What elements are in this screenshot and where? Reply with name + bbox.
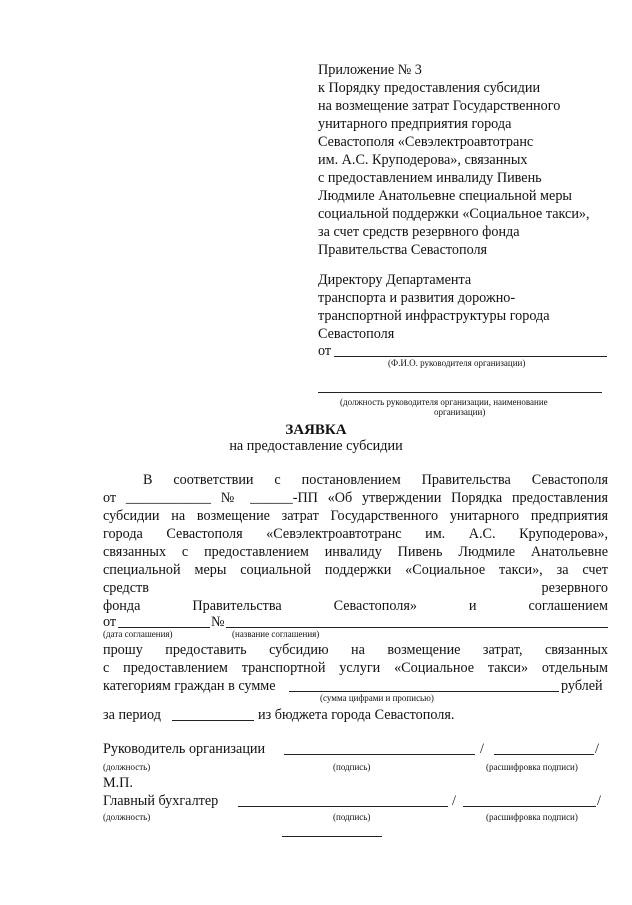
- accountant-position-caption: (должность): [103, 812, 151, 822]
- appendix-line: Правительства Севастополя: [318, 242, 488, 258]
- head-signature-caption: (подпись): [333, 762, 371, 772]
- appendix-line: за счет средств резервного фонда: [318, 224, 520, 240]
- body-line: В соответствии с постановлением Правительства Севастополя: [143, 472, 608, 488]
- addressee-line: Севастополя: [318, 326, 395, 342]
- accountant-decoding-caption: (расшифровка подписи): [486, 812, 578, 822]
- agreement-name-field[interactable]: [226, 627, 608, 628]
- appendix-line: Севастополя «Севэлектроавтотранс: [318, 134, 534, 150]
- agreement-date-field[interactable]: [118, 627, 210, 628]
- appendix-line: унитарного предприятия города: [318, 116, 512, 132]
- accountant-slash-end: /: [597, 793, 601, 809]
- appendix-line: на возмещение затрат Государственного: [318, 98, 561, 114]
- budget-text: из бюджета города Севастополя.: [258, 707, 455, 723]
- appendix-line: Приложение № 3: [318, 62, 422, 78]
- addressee-line: Директору Департамента: [318, 272, 472, 288]
- agreement-number-label: №: [211, 614, 225, 630]
- head-slash-end: /: [595, 741, 599, 757]
- agreement-from-label: от: [103, 614, 117, 630]
- closing-rule: [282, 836, 382, 837]
- document-title: ЗАЯВКА: [285, 422, 347, 438]
- head-position-caption: (должность): [103, 762, 151, 772]
- head-signature-field[interactable]: [284, 754, 475, 755]
- position-caption: организации): [434, 407, 486, 417]
- body-line: субсидии на возмещение затрат Государственного унитарного предприятия: [103, 508, 608, 524]
- position-field[interactable]: [318, 392, 602, 393]
- body-line: города Севастополя «Севэлектроавтотранс им. А.С. Круподерова»,: [103, 526, 608, 542]
- agreement-date-caption: (дата соглашения): [103, 629, 173, 639]
- accountant-signature-caption: (подпись): [333, 812, 371, 822]
- appendix-line: им. А.С. Круподерова», связанных: [318, 152, 528, 168]
- head-decoding-field[interactable]: [494, 754, 594, 755]
- body-line: связанных с предоставлением инвалиду Пивень Людмиле Анатольевне: [103, 544, 608, 560]
- body-line: специальной меры социальной поддержки «Социальное такси», за счет: [103, 562, 608, 578]
- request-line: прошу предоставить субсидию на возмещение затрат, связанных: [103, 642, 608, 658]
- stamp-label: М.П.: [103, 775, 133, 791]
- accountant-decoding-field[interactable]: [463, 806, 596, 807]
- body-line: от ____________ № ______-ПП «Об утверждении Порядка предоставления: [103, 490, 608, 506]
- head-slash: /: [480, 741, 484, 757]
- body-line: фонда Правительства Севастополя» и соглашением: [103, 598, 608, 614]
- appendix-line: с предоставлением инвалиду Пивень: [318, 170, 542, 186]
- appendix-line: Людмиле Анатольевне специальной меры: [318, 188, 572, 204]
- accountant-signature-field[interactable]: [238, 806, 448, 807]
- sum-field[interactable]: [289, 691, 559, 692]
- agreement-name-caption: (название соглашения): [232, 629, 320, 639]
- from-label: от: [318, 343, 332, 359]
- accountant-label: Главный бухгалтер: [103, 793, 219, 809]
- period-label: за период: [103, 707, 161, 723]
- request-line: с предоставлением транспортной услуги «Социальное такси» отдельным: [103, 660, 608, 676]
- appendix-line: социальной поддержки «Социальное такси»,: [318, 206, 590, 222]
- sum-currency: рублей: [561, 678, 603, 694]
- fio-field[interactable]: [334, 356, 607, 357]
- position-caption: (должность руководителя организации, наименование: [340, 397, 548, 407]
- appendix-line: к Порядку предоставления субсидии: [318, 80, 541, 96]
- sum-caption: (сумма цифрами и прописью): [320, 693, 434, 703]
- accountant-slash: /: [452, 793, 456, 809]
- body-line: средств резервного: [103, 580, 608, 596]
- document-subtitle: на предоставление субсидии: [229, 438, 403, 454]
- fio-caption: (Ф.И.О. руководителя организации): [388, 358, 526, 368]
- head-label: Руководитель организации: [103, 741, 266, 757]
- addressee-line: транспорта и развития дорожно-: [318, 290, 516, 306]
- sum-label: категориям граждан в сумме: [103, 678, 276, 694]
- period-field[interactable]: [172, 720, 254, 721]
- addressee-line: транспортной инфраструктуры города: [318, 308, 550, 324]
- head-decoding-caption: (расшифровка подписи): [486, 762, 578, 772]
